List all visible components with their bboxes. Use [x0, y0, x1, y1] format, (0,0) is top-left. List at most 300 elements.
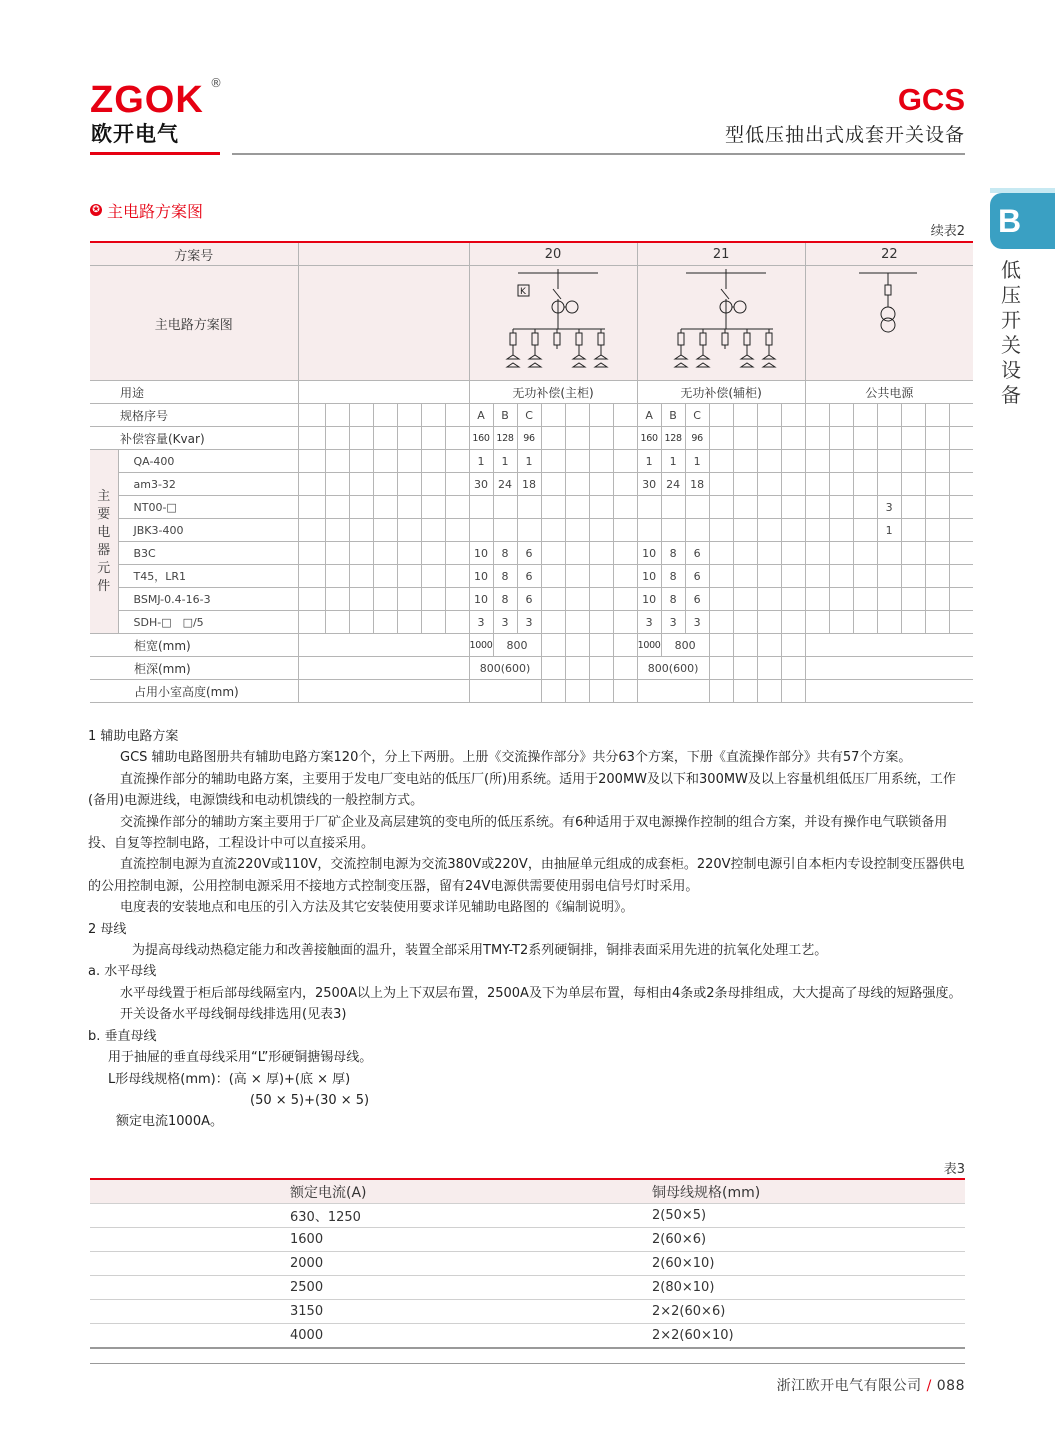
section-bullet-icon: ✪: [90, 204, 102, 216]
empty-cell: [733, 611, 757, 634]
empty-cell: [781, 404, 805, 427]
empty-cell: [469, 680, 541, 703]
component-value: 24: [661, 473, 685, 496]
component-value: 30: [637, 473, 661, 496]
empty-cell: [781, 519, 805, 542]
paragraph: 水平母线置于柜后部母线隔室内，2500A以上为上下双层布置，2500A及下为单层布置，每相由4条或2条母排组成，大大提高了母线的短路强度。: [120, 985, 962, 1001]
spec-row: [90, 404, 973, 427]
empty-cell: [589, 657, 613, 680]
empty-cell: [541, 427, 565, 450]
empty-cell: [733, 680, 757, 703]
component-value: 1: [877, 519, 901, 542]
empty-cell: [709, 634, 733, 657]
paragraph: GCS 辅助电路图册共有辅助电路方案120个，分上下两册。上册《交流操作部分》共分63个方案，下册《直流操作部分》共有57个方案。: [120, 750, 912, 766]
empty-cell: [757, 496, 781, 519]
empty-cell: [901, 588, 925, 611]
scheme-20: 20: [469, 242, 637, 266]
empty-cell: [565, 611, 589, 634]
table-note: 续表2: [930, 224, 965, 239]
registered-mark: ®: [210, 76, 222, 90]
spec-letter: A: [469, 404, 493, 427]
depth-row: [90, 657, 973, 680]
empty-cell: [565, 496, 589, 519]
rated-current: 4000: [90, 1324, 652, 1349]
usage-row: [90, 381, 973, 404]
empty-cell: [421, 588, 445, 611]
empty-cell: [541, 450, 565, 473]
product-code: GCS: [897, 82, 965, 117]
empty-cell: [613, 565, 637, 588]
empty-cell: [901, 565, 925, 588]
table-row: [90, 1300, 965, 1324]
usage-20: 无功补偿(主柜): [469, 381, 637, 404]
diagram-20: [469, 266, 637, 381]
component-value: [877, 473, 901, 496]
rated-current: 3150: [90, 1300, 652, 1324]
component-value: 6: [685, 542, 709, 565]
empty-cell: [781, 634, 805, 657]
empty-cell: [565, 450, 589, 473]
component-value: [469, 496, 493, 519]
component-value: 1: [661, 450, 685, 473]
component-value: 3: [517, 611, 541, 634]
empty-cell: [733, 565, 757, 588]
empty-cell: [421, 404, 445, 427]
rated-current: 630、1250: [90, 1204, 652, 1228]
empty-cell: [829, 404, 853, 427]
empty-cell: [421, 519, 445, 542]
component-value: [661, 519, 685, 542]
component-value: 1: [685, 450, 709, 473]
component-value: 10: [637, 588, 661, 611]
empty-cell: [757, 657, 781, 680]
height-label: 占用小室高度(mm): [90, 680, 298, 703]
product-title: 型低压抽出式成套开关设备: [724, 124, 965, 146]
empty-cell: [781, 473, 805, 496]
component-name: JBK3-400: [118, 519, 298, 542]
empty-cell: [853, 542, 877, 565]
empty-cell: [349, 542, 373, 565]
component-value: 3: [685, 611, 709, 634]
empty-cell: [829, 542, 853, 565]
empty-cell: [565, 519, 589, 542]
empty-cell: [349, 427, 373, 450]
component-row: [90, 565, 973, 588]
component-value: 3: [637, 611, 661, 634]
empty-cell: [445, 565, 469, 588]
empty-cell: [541, 565, 565, 588]
empty-cell: [925, 542, 949, 565]
empty-cell: [757, 611, 781, 634]
empty-cell: [298, 657, 469, 680]
paragraph: 直流控制电源为直流220V或110V，交流控制电源为交流380V或220V，由抽屉单元组成的成套柜。220V控制电源引自本柜内专设控制变压器供电的公用控制电源，公用控制电源采用不接地方式控制变压器，留有24V电源供需要使用弱电信号灯时采用。: [88, 857, 965, 894]
empty-cell: [781, 611, 805, 634]
empty-cell: [709, 450, 733, 473]
busbar-spec: 2×2(60×10): [652, 1324, 965, 1349]
empty-cell: [325, 611, 349, 634]
component-name: BSMJ-0.4-16-3: [118, 588, 298, 611]
busbar-spec: 2(60×6): [652, 1228, 965, 1252]
empty-cell: [298, 588, 325, 611]
empty-cell: [325, 519, 349, 542]
company-name: 浙江欧开电气有限公司: [776, 1378, 922, 1394]
width-value: 800: [661, 634, 709, 657]
scheme-21: 21: [637, 242, 805, 266]
empty-cell: [949, 542, 973, 565]
empty-cell: [325, 542, 349, 565]
logo-underline: [90, 152, 220, 155]
empty-cell: [709, 542, 733, 565]
page-number: 088: [936, 1378, 965, 1394]
empty-cell: [829, 450, 853, 473]
brand-chinese-name: 欧开电气: [91, 122, 179, 146]
empty-cell: [613, 519, 637, 542]
scheme-label: 方案号: [90, 242, 298, 266]
component-value: 8: [661, 588, 685, 611]
height-row: [90, 680, 973, 703]
capacity-label: 补偿容量(Kvar): [90, 427, 298, 450]
paragraph: (50 × 5)+(30 × 5): [250, 1092, 370, 1108]
empty-cell: [589, 496, 613, 519]
empty-cell: [709, 473, 733, 496]
component-value: [517, 496, 541, 519]
empty-cell: [397, 611, 421, 634]
empty-cell: [733, 496, 757, 519]
empty-cell: [709, 611, 733, 634]
empty-cell: [829, 588, 853, 611]
component-value: [685, 496, 709, 519]
diagram-21: [637, 266, 805, 381]
component-value: 6: [517, 542, 541, 565]
header-rated-current: 额定电流(A): [90, 1179, 652, 1204]
empty-cell: [589, 473, 613, 496]
empty-cell: [925, 565, 949, 588]
empty-cell: [325, 450, 349, 473]
empty-cell: [757, 680, 781, 703]
busbar-spec: 2(80×10): [652, 1276, 965, 1300]
empty-cell: [589, 611, 613, 634]
component-value: 10: [469, 565, 493, 588]
empty-cell: [421, 496, 445, 519]
empty-cell: [733, 450, 757, 473]
component-value: 18: [517, 473, 541, 496]
component-value: 8: [493, 588, 517, 611]
empty-cell: [298, 611, 325, 634]
empty-cell: [613, 657, 637, 680]
width-label: 柜宽(mm): [90, 634, 298, 657]
component-value: 8: [493, 565, 517, 588]
diagram-label: 主电路方案图: [90, 266, 298, 381]
empty-cell: [949, 588, 973, 611]
component-name: B3C: [118, 542, 298, 565]
empty-cell: [445, 542, 469, 565]
empty-cell: [829, 611, 853, 634]
empty-cell: [298, 680, 469, 703]
empty-cell: [325, 473, 349, 496]
empty-cell: [373, 611, 397, 634]
usage-label: 用途: [90, 381, 298, 404]
empty-cell: [589, 450, 613, 473]
empty-cell: [397, 427, 421, 450]
empty-cell: [397, 519, 421, 542]
usage-21: 无功补偿(辅柜): [637, 381, 805, 404]
spec-letter: C: [517, 404, 541, 427]
empty-cell: [949, 519, 973, 542]
empty-cell: [781, 680, 805, 703]
empty-cell: [445, 496, 469, 519]
empty-cell: [877, 404, 901, 427]
empty-cell: [445, 404, 469, 427]
heading-vertical-busbar: b. 垂直母线: [88, 1028, 157, 1044]
empty-cell: [733, 542, 757, 565]
empty-cell: [757, 404, 781, 427]
empty-cell: [877, 427, 901, 450]
empty-cell: [565, 657, 589, 680]
empty-cell: [421, 427, 445, 450]
component-name: SDH-□ □/5: [118, 611, 298, 634]
diagram-22: [805, 266, 973, 381]
capacitor-bank-diagram-main: [473, 267, 633, 377]
paragraph: 电度表的安装地点和电压的引入方法及其它安装使用要求详见辅助电路图的《编制说明》。: [120, 900, 634, 916]
empty-cell: [613, 611, 637, 634]
empty-cell: [637, 680, 709, 703]
component-value: 10: [637, 565, 661, 588]
empty-cell: [925, 404, 949, 427]
page-separator: /: [926, 1378, 932, 1394]
empty-cell: [853, 565, 877, 588]
rated-current: 2500: [90, 1276, 652, 1300]
empty-cell: [373, 473, 397, 496]
paragraph: 用于抽屉的垂直母线采用“L”形硬铜搪锡母线。: [108, 1050, 373, 1066]
empty-cell: [709, 657, 733, 680]
empty-cell: [853, 404, 877, 427]
spec-letter: B: [493, 404, 517, 427]
empty-cell: [733, 519, 757, 542]
empty-cell: [589, 519, 613, 542]
empty-cell: [853, 473, 877, 496]
empty-cell: [298, 381, 469, 404]
capacity-value: 128: [493, 427, 517, 450]
empty-cell: [709, 588, 733, 611]
scheme-row: [90, 242, 973, 266]
component-value: [877, 611, 901, 634]
component-row: [90, 473, 973, 496]
footer-divider: [90, 1363, 965, 1364]
k-box-label: K: [520, 286, 526, 297]
empty-cell: [298, 634, 469, 657]
component-name: T45，LR1: [118, 565, 298, 588]
empty-cell: [925, 496, 949, 519]
empty-cell: [397, 588, 421, 611]
rated-current: 2000: [90, 1252, 652, 1276]
empty-cell: [709, 565, 733, 588]
component-value: [493, 519, 517, 542]
empty-cell: [589, 680, 613, 703]
component-value: [637, 496, 661, 519]
table-row: [90, 1204, 965, 1228]
empty-cell: [397, 496, 421, 519]
empty-cell: [565, 542, 589, 565]
empty-cell: [757, 588, 781, 611]
component-value: [877, 542, 901, 565]
side-tab[interactable]: B: [990, 193, 1055, 249]
empty-cell: [781, 450, 805, 473]
empty-cell: [445, 611, 469, 634]
empty-cell: [733, 404, 757, 427]
component-value: 3: [493, 611, 517, 634]
empty-cell: [853, 427, 877, 450]
empty-cell: [733, 657, 757, 680]
empty-cell: [445, 427, 469, 450]
empty-cell: [805, 519, 829, 542]
empty-cell: [757, 450, 781, 473]
empty-cell: [397, 565, 421, 588]
empty-cell: [709, 427, 733, 450]
empty-cell: [445, 473, 469, 496]
empty-cell: [781, 542, 805, 565]
empty-cell: [901, 542, 925, 565]
empty-cell: [565, 680, 589, 703]
component-row: [90, 450, 973, 473]
empty-cell: [949, 404, 973, 427]
empty-cell: [541, 634, 565, 657]
empty-cell: [565, 634, 589, 657]
empty-cell: [949, 473, 973, 496]
empty-cell: [613, 404, 637, 427]
component-value: [517, 519, 541, 542]
empty-cell: [373, 519, 397, 542]
empty-cell: [445, 519, 469, 542]
component-name: am3-32: [118, 473, 298, 496]
width-value: 1000: [637, 634, 661, 657]
component-row: [90, 519, 973, 542]
empty-cell: [445, 450, 469, 473]
empty-cell: [373, 496, 397, 519]
empty-cell: [349, 519, 373, 542]
empty-cell: [421, 542, 445, 565]
empty-cell: [589, 634, 613, 657]
component-value: 1: [517, 450, 541, 473]
empty-cell: [829, 427, 853, 450]
empty-cell: [349, 588, 373, 611]
empty-cell: [805, 496, 829, 519]
scheme-22: 22: [805, 242, 973, 266]
component-value: 3: [877, 496, 901, 519]
empty-cell: [757, 565, 781, 588]
empty-cell: [805, 404, 829, 427]
empty-cell: [325, 496, 349, 519]
empty-cell: [805, 473, 829, 496]
depth-value: 800(600): [637, 657, 709, 680]
empty-cell: [901, 519, 925, 542]
side-tab-label: 低压开关设备: [1001, 258, 1021, 407]
empty-cell: [325, 427, 349, 450]
empty-cell: [925, 473, 949, 496]
empty-cell: [541, 404, 565, 427]
spec-letter: C: [685, 404, 709, 427]
empty-cell: [757, 634, 781, 657]
empty-cell: [349, 611, 373, 634]
empty-cell: [298, 496, 325, 519]
empty-cell: [397, 473, 421, 496]
component-value: 6: [517, 565, 541, 588]
empty-cell: [949, 450, 973, 473]
empty-cell: [373, 450, 397, 473]
capacitor-bank-diagram-aux: [641, 267, 801, 377]
spec-label: 规格序号: [90, 404, 298, 427]
empty-cell: [733, 634, 757, 657]
table3-note: 表3: [943, 1162, 965, 1177]
empty-cell: [349, 496, 373, 519]
empty-cell: [613, 634, 637, 657]
blank-header-cell: [298, 242, 469, 266]
empty-cell: [589, 542, 613, 565]
empty-cell: [613, 588, 637, 611]
component-value: 3: [469, 611, 493, 634]
component-value: 8: [493, 542, 517, 565]
empty-cell: [421, 473, 445, 496]
busbar-spec: 2(50×5): [652, 1204, 965, 1228]
empty-cell: [541, 588, 565, 611]
empty-cell: [757, 542, 781, 565]
empty-cell: [949, 496, 973, 519]
empty-cell: [298, 427, 325, 450]
empty-cell: [373, 565, 397, 588]
empty-cell: [298, 404, 325, 427]
empty-cell: [805, 427, 829, 450]
component-value: 6: [685, 565, 709, 588]
empty-cell: [541, 611, 565, 634]
empty-cell: [805, 565, 829, 588]
capacity-value: 160: [637, 427, 661, 450]
empty-cell: [805, 588, 829, 611]
empty-cell: [373, 588, 397, 611]
section-title: 主电路方案图: [107, 202, 204, 221]
empty-cell: [709, 404, 733, 427]
empty-cell: [565, 427, 589, 450]
empty-cell: [565, 473, 589, 496]
empty-cell: [325, 588, 349, 611]
empty-cell: [349, 404, 373, 427]
table-row: [90, 1228, 965, 1252]
heading-horizontal-busbar: a. 水平母线: [88, 964, 157, 980]
paragraph: L形母线规格(mm)：(高 × 厚)+(底 × 厚): [108, 1071, 351, 1087]
usage-22: 公共电源: [805, 381, 973, 404]
empty-cell: [565, 588, 589, 611]
empty-cell: [853, 496, 877, 519]
capacity-value: 160: [469, 427, 493, 450]
component-value: [877, 588, 901, 611]
diagram-row: [90, 266, 973, 381]
empty-cell: [421, 611, 445, 634]
brand-logo: ZGOK: [90, 79, 204, 121]
component-group-label: 主要电器元件: [90, 450, 118, 634]
component-value: 1: [637, 450, 661, 473]
empty-cell: [589, 404, 613, 427]
empty-cell: [298, 473, 325, 496]
component-value: [877, 565, 901, 588]
component-value: [637, 519, 661, 542]
component-name: NT00-□: [118, 496, 298, 519]
empty-cell: [781, 496, 805, 519]
empty-cell: [829, 519, 853, 542]
empty-cell: [757, 473, 781, 496]
blank-diagram-cell: [298, 266, 469, 381]
empty-cell: [925, 588, 949, 611]
rated-current: 1600: [90, 1228, 652, 1252]
component-row: [90, 496, 973, 519]
busbar-spec-table: [90, 1178, 965, 1349]
